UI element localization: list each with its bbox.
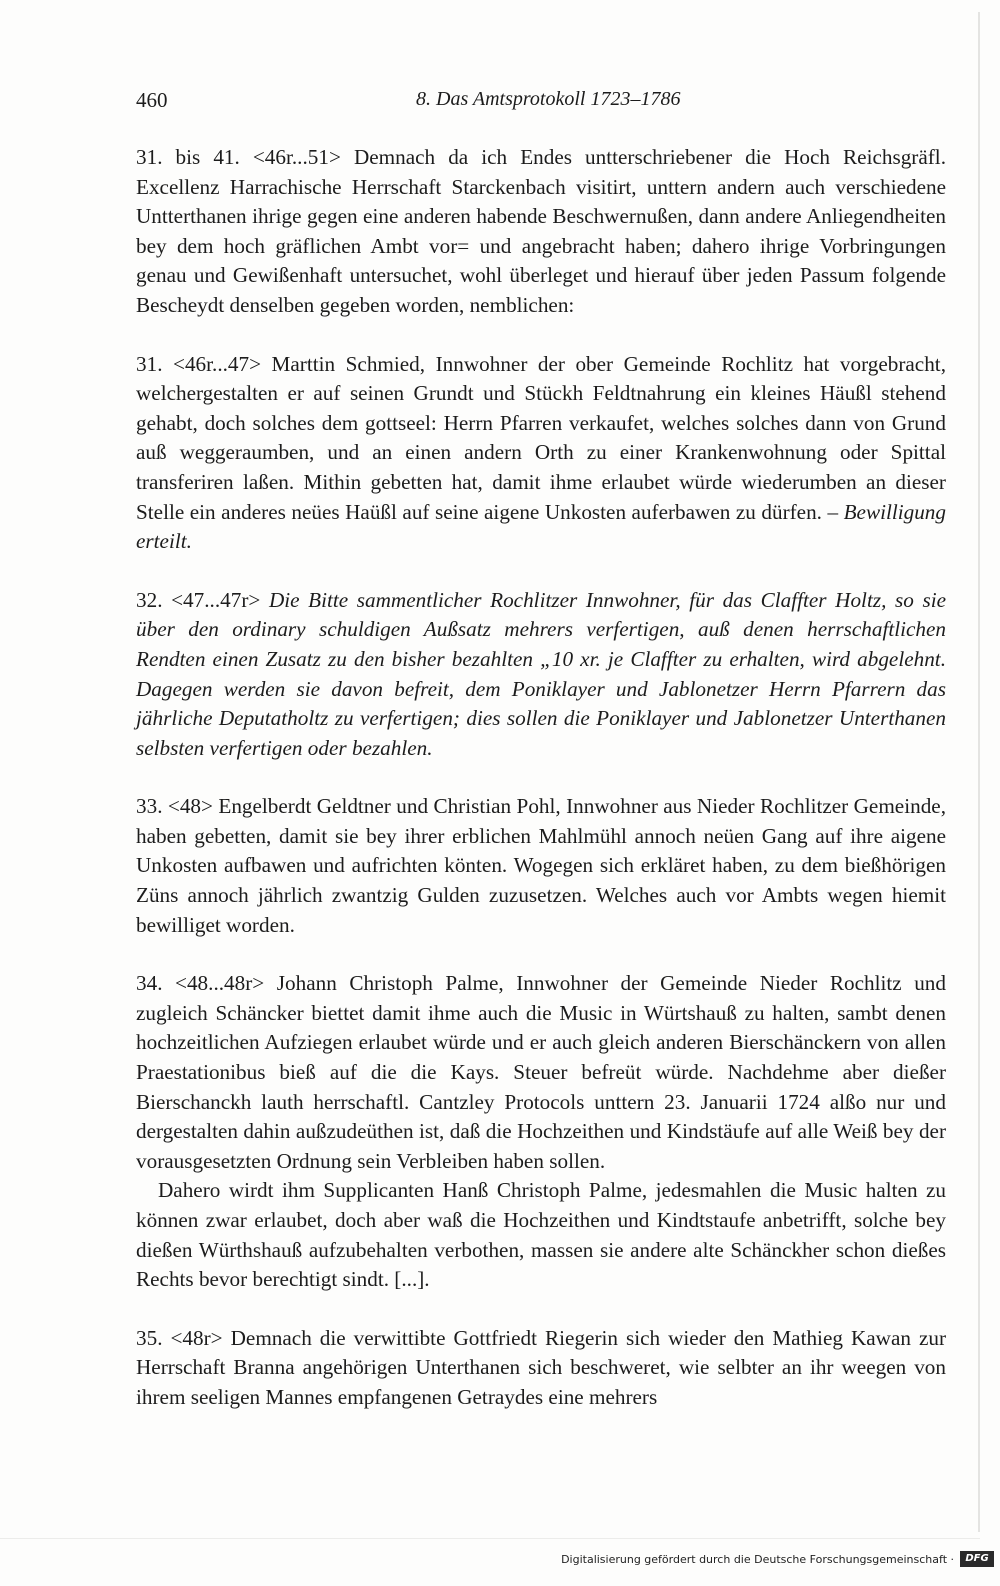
chapter-title: 8. Das Amtsprotokoll 1723–1786 [416,88,681,110]
paragraph-31-decision: Bewilligung erteilt. [136,499,946,554]
running-head [136,88,948,118]
paragraph-34-continuation: Dahero wirdt ihm Supplicanten Hanß Christoph Palme, jedesmahlen die Music halten zu können zwar erlaubet, doch aber waß die Hochzeithen und Kindtstaufe anbetrifft, solche bey dießen Würthshauß aufzubehalten verbothen, massen sie andere alte Schänckher schon dießes Rechts bevor berechtigt sindt. [...]. [136,1178,946,1292]
digitization-credit: Digitalisierung gefördert durch die Deutsche Forschungsgemeinschaft · [561,1553,954,1566]
scan-edge-bottom [0,1538,980,1539]
body-text [136,143,946,1413]
dfg-logo: DFG [960,1551,994,1567]
paragraph-31-41: 31. bis 41. <46r...51> Demnach da ich Endes untterschriebener die Hoch Reichsgräfl. Excellenz Harrachische Herrschaft Starckenbach visitirt, unttern andern auch verschiedene Untterthanen ihrige gegen eine anderen habende Beschwernußen, dann andere Anliegendheiten bey dem hoch gräflichen Ambt vor= und angebracht haben; dahero ihrige Vorbringungen genau und Gewißenhaft untersuchet, wohl überleget und hierauf über jeden Passum folgende Bescheydt denselben gegeben worden, nemblichen: [136,145,946,317]
page-number: 460 [136,88,168,112]
paragraph-32-lead: 32. <47...47r> [136,587,269,612]
paragraph-32 [136,586,946,764]
paragraph-31 [136,350,946,557]
paragraph-33: 33. <48> Engelberdt Geldtner und Christian Pohl, Innwohner aus Nieder Rochlitzer Gemeinde, haben gebetten, damit sie bey ihrer erblichen Mahlmühl annoch neüen Gang auf ihre aigene Unkosten aufbawen und aufrichten könten. Wogegen sich erkläret haben, zu dem bießhörigen Züns annoch jährlich zwantzig Gulden zuzusetzen. Welches auch vor Ambts wegen hiemit bewilliget worden. [136,794,946,937]
paragraph-31-text: 31. <46r...47> Marttin Schmied, Innwohner der ober Gemeinde Rochlitz hat vorgebracht, welchergestalten er auf seinen Grundt und Stückh Feldtnahrung ein kleines Häußl stehend gehabt, doch solches dem gottseel: Herrn Pfarren verkaufet, welches solches dann von Grund auß weggeraumben, und an einen andern Orth zu einer Krankenwohnung oder Spittal transferiren laßen. Mithin gebetten hat, damit ihme erlaubet würde wiederumben an dieser Stelle ein anderes neües Haüßl auf seine aigene Unkosten auferbawen zu dürfen. – [136,351,946,524]
paragraph-34: 34. <48...48r> Johann Christoph Palme, Innwohner der Gemeinde Nieder Rochlitz und zugleich Schäncker biettet damit ihme auch die Music in Würtshauß zu halten, sambt denen hochzeitlichen Aufziegen erlaubet würde und er auch gleich anderen Bierschänckern von allen Praestationibus bieß auf die die Kays. Steuer befreüt würde. Nachdehme aber dießer Bierschanckh lauth herrschaftl. Cantzley Protocols unttern 23. Januarii 1724 alßo nur und dergestalten dahin außzudeüthen ist, daß die Hochzeithen und Kindstäufe auf alle Weiß bey der vorausgesetzten Ordnung sein Verbleiben haben sollen. [136,971,946,1173]
paragraph-35: 35. <48r> Demnach die verwittibte Gottfriedt Riegerin sich wieder den Mathieg Kawan zur Herrschaft Branna angehörigen Unterthanen sich beschweret, wie selbter an ihr weegen von ihrem seeligen Mannes empfangenen Getraydes eine mehrers [136,1325,946,1409]
paragraph-32-summary: Die Bitte sammentlicher Rochlitzer Innwohner, für das Claffter Holtz, so sie über den ordinary schuldigen Außsatz mehrers verfertigen, auß denen herrschaftlichen Rendten einen Zusatz zu den bisher bezahlten „10 xr. je Claffter zu erhalten, wird abgelehnt. Dagegen werden sie davon befreit, dem Poniklayer und Jablonetzer Herrn Pfarrern das jährliche Deputatholtz zu verfertigen; dies sollen die Poniklayer und Jablonetzer Unterthanen selbsten verfertigen oder bezahlen. [136,587,946,760]
scan-edge-right [978,12,980,1532]
